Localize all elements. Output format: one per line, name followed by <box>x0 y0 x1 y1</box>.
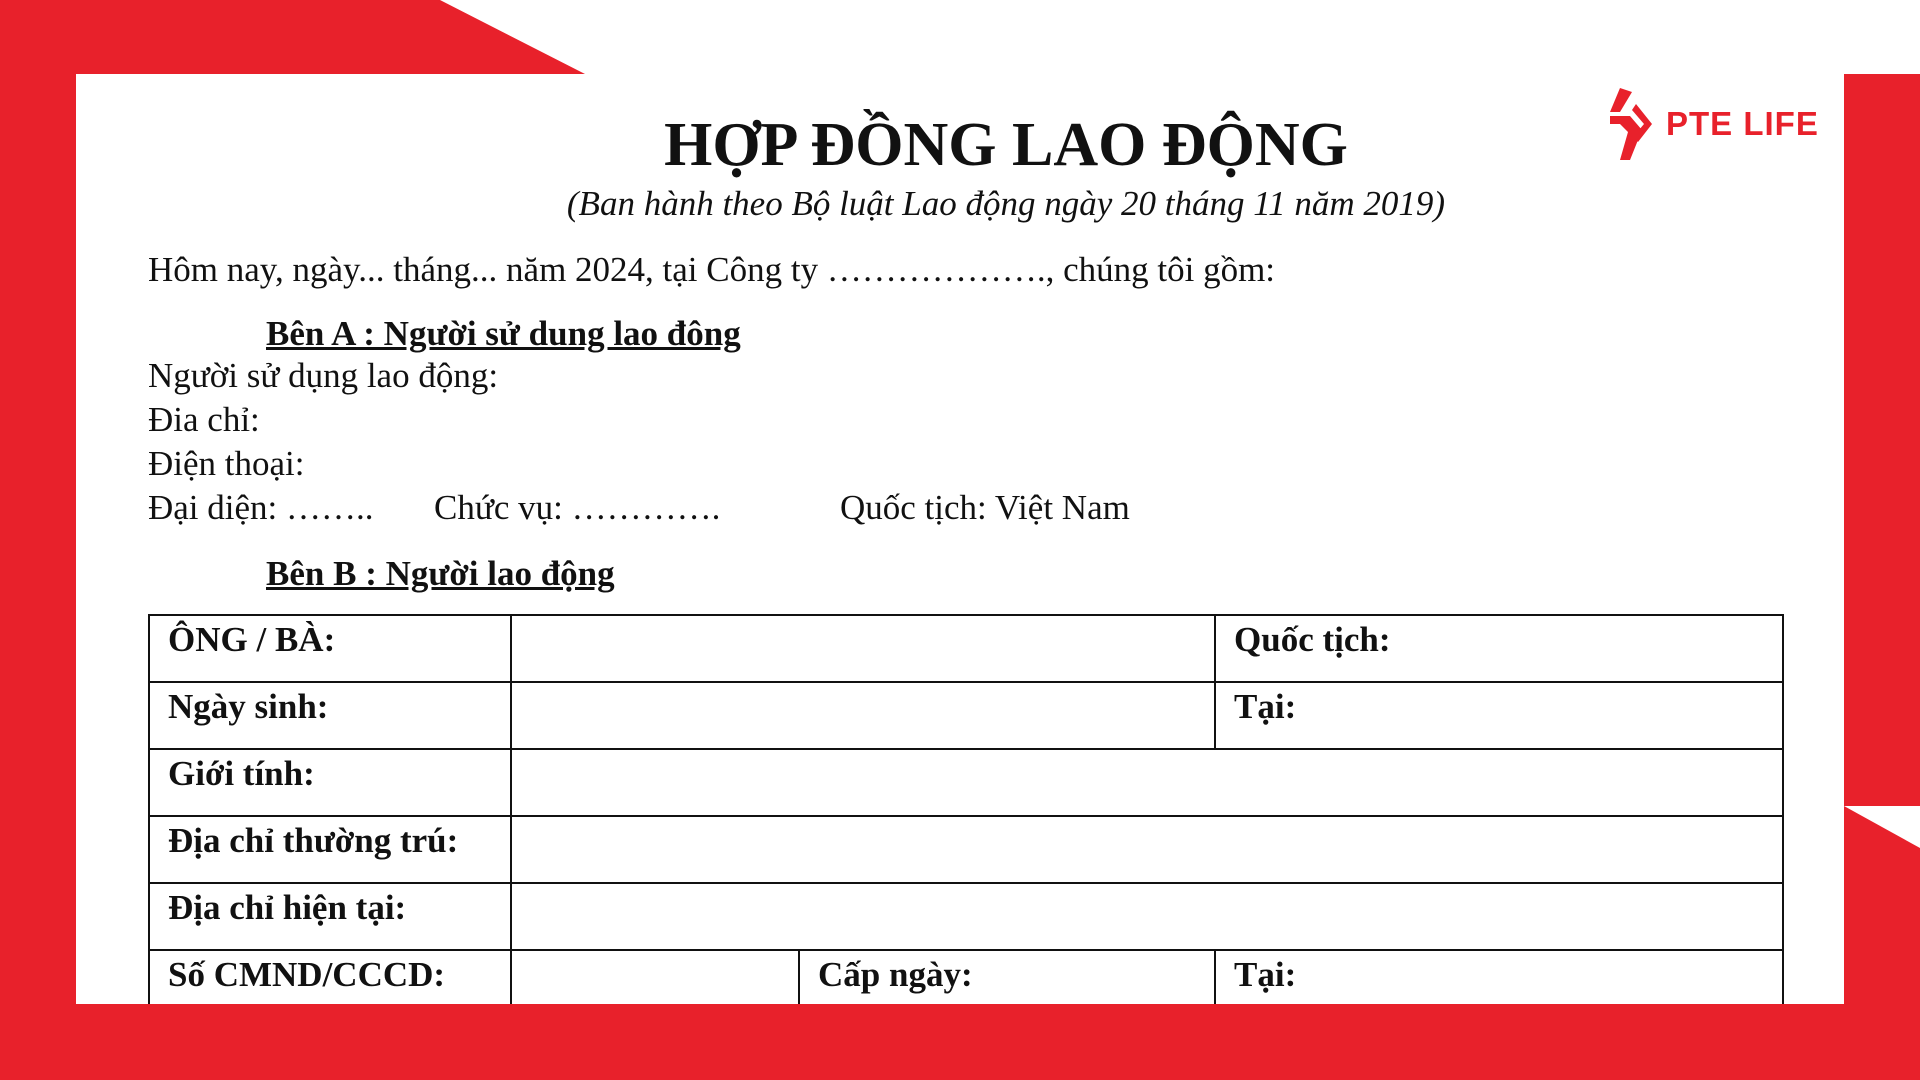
table-row <box>149 950 1783 1004</box>
id-field[interactable] <box>511 950 799 1004</box>
issue-place-label: Tại: <box>1215 950 1783 1004</box>
gender-field[interactable] <box>511 749 1783 816</box>
position-line: Chức vụ: …………. <box>434 488 721 527</box>
dob-field[interactable] <box>511 682 1215 749</box>
document-title: HỢP ĐỒNG LAO ĐỘNG <box>664 111 1348 179</box>
birthplace-label: Tại: <box>1215 682 1783 749</box>
current-address-label: Địa chỉ hiện tại: <box>149 883 511 950</box>
table-row <box>149 816 1783 883</box>
brand-name: PTE LIFE <box>1666 105 1819 142</box>
permanent-address-field[interactable] <box>511 816 1783 883</box>
nationality-line: Quốc tịch: Việt Nam <box>840 488 1130 527</box>
table-row <box>149 883 1783 950</box>
address-line: Đia chỉ: <box>148 400 260 439</box>
employer-line: Người sử dụng lao động: <box>148 356 499 395</box>
phone-line: Điện thoại: <box>148 444 305 483</box>
right-white-corner <box>1844 806 1920 848</box>
representative-line: Đại diện: …….. <box>148 488 374 527</box>
document-subtitle: (Ban hành theo Bộ luật Lao động ngày 20 tháng 11 năm 2019) <box>566 184 1446 223</box>
document-page <box>76 74 1844 1004</box>
intro-line: Hôm nay, ngày... tháng... năm 2024, tại Công ty ………………., chúng tôi gồm: <box>148 250 1276 289</box>
gender-label: Giới tính: <box>149 749 511 816</box>
party-b-heading: Bên B : Người lao động <box>266 554 615 593</box>
id-label: Số CMND/CCCD: <box>149 950 511 1004</box>
table-row <box>149 749 1783 816</box>
employee-info-table <box>148 614 1784 1004</box>
table-row <box>149 615 1783 682</box>
name-field[interactable] <box>511 615 1215 682</box>
table-row <box>149 682 1783 749</box>
current-address-field[interactable] <box>511 883 1783 950</box>
issue-date-label: Cấp ngày: <box>799 950 1215 1004</box>
dob-label: Ngày sinh: <box>149 682 511 749</box>
name-label: ÔNG / BÀ: <box>149 615 511 682</box>
permanent-address-label: Địa chỉ thường trú: <box>149 816 511 883</box>
party-a-heading: Bên A : Người sử dung lao đông <box>266 314 741 353</box>
top-white-band <box>440 0 1920 74</box>
nationality-label: Quốc tịch: <box>1215 615 1783 682</box>
